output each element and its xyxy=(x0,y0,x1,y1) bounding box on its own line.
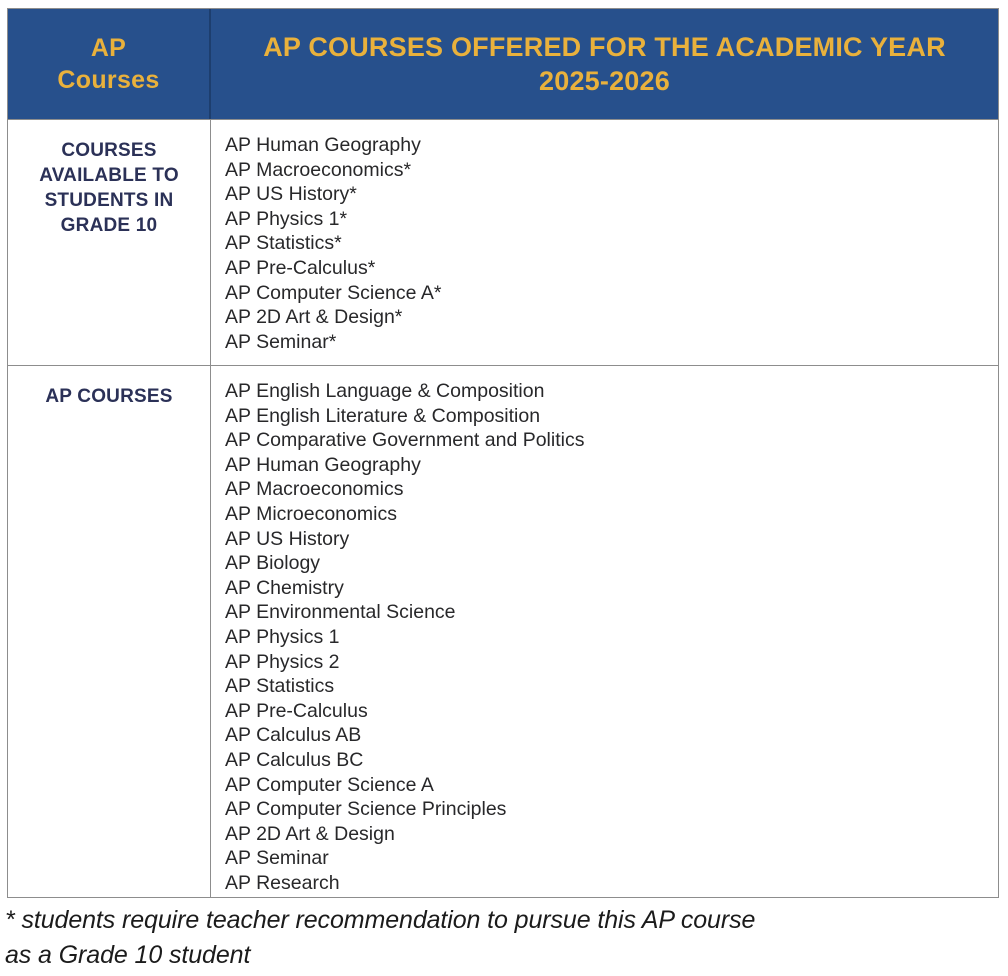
course-item: AP English Language & Composition xyxy=(225,380,545,402)
course-item: AP US History xyxy=(225,527,350,550)
header-title-right xyxy=(247,30,962,98)
course-list-ap-courses xyxy=(225,379,998,895)
footnote-line-1: * students require teacher recommendation to pursue this AP course xyxy=(5,906,756,934)
course-item: AP Pre-Calculus xyxy=(225,699,368,722)
course-item: AP Macroeconomics xyxy=(225,478,404,501)
course-item: AP Computer Science A xyxy=(225,773,434,796)
course-item: AP Computer Science Principles xyxy=(225,798,507,821)
course-item: AP Calculus BC xyxy=(225,748,364,771)
row-label-line: AVAILABLE TO xyxy=(39,165,179,186)
course-item: AP Microeconomics xyxy=(225,502,397,525)
table-row-ap-courses xyxy=(8,365,998,897)
course-item: AP Seminar* xyxy=(225,330,337,353)
row-label-cell-ap-courses xyxy=(8,366,211,897)
course-item: AP Human Geography xyxy=(225,453,421,476)
course-item: AP Physics 1 xyxy=(225,625,340,648)
course-item: AP Human Geography xyxy=(225,134,421,156)
course-item: AP Computer Science A* xyxy=(225,281,442,304)
header-title-line1: AP COURSES OFFERED FOR THE ACADEMIC YEAR xyxy=(263,32,946,62)
course-item: AP Biology xyxy=(225,552,321,575)
row-label-cell-grade-10 xyxy=(8,120,211,365)
row-label-grade-10 xyxy=(18,138,200,238)
row-label-ap-courses xyxy=(18,384,200,409)
course-item: AP Macroeconomics* xyxy=(225,158,412,181)
header-cell-academic-year xyxy=(211,9,998,119)
course-list-grade-10 xyxy=(225,133,998,354)
course-item: AP US History* xyxy=(225,183,357,206)
course-item: AP Physics 1* xyxy=(225,207,348,230)
ap-courses-table xyxy=(7,8,999,898)
course-item: AP Physics 2 xyxy=(225,650,340,673)
table-row-grade-10 xyxy=(8,119,998,365)
course-item: AP 2D Art & Design xyxy=(225,822,395,845)
course-item: AP English Literature & Composition xyxy=(225,404,541,427)
row-label-line: AP COURSES xyxy=(45,386,173,407)
row-label-line: COURSES xyxy=(61,140,157,161)
course-list-cell-grade-10 xyxy=(211,120,998,365)
row-label-line: GRADE 10 xyxy=(60,215,158,236)
footnote xyxy=(5,903,995,973)
header-title-left-line1: AP xyxy=(90,34,127,62)
course-item: AP Seminar xyxy=(225,847,329,870)
course-item: AP Chemistry xyxy=(225,576,344,599)
footnote-line-2: as a Grade 10 student xyxy=(5,941,251,969)
course-list-cell-ap-courses xyxy=(211,366,998,897)
course-item: AP Pre-Calculus* xyxy=(225,256,376,279)
course-item: AP Research xyxy=(225,871,340,894)
table-grid xyxy=(8,9,998,897)
course-item: AP Comparative Government and Politics xyxy=(225,429,585,452)
header-title-left-line2: Courses xyxy=(57,66,160,94)
course-item: AP Statistics* xyxy=(225,232,342,255)
table-header-row xyxy=(8,9,998,119)
row-label-line: STUDENTS IN xyxy=(44,190,174,211)
header-cell-ap-courses xyxy=(8,9,211,119)
course-item: AP Statistics xyxy=(225,675,335,698)
header-title-line2: 2025-2026 xyxy=(539,66,670,96)
course-item: AP 2D Art & Design* xyxy=(225,306,403,329)
course-item: AP Environmental Science xyxy=(225,601,456,624)
course-item: AP Calculus AB xyxy=(225,724,362,747)
header-title-left xyxy=(57,32,159,96)
